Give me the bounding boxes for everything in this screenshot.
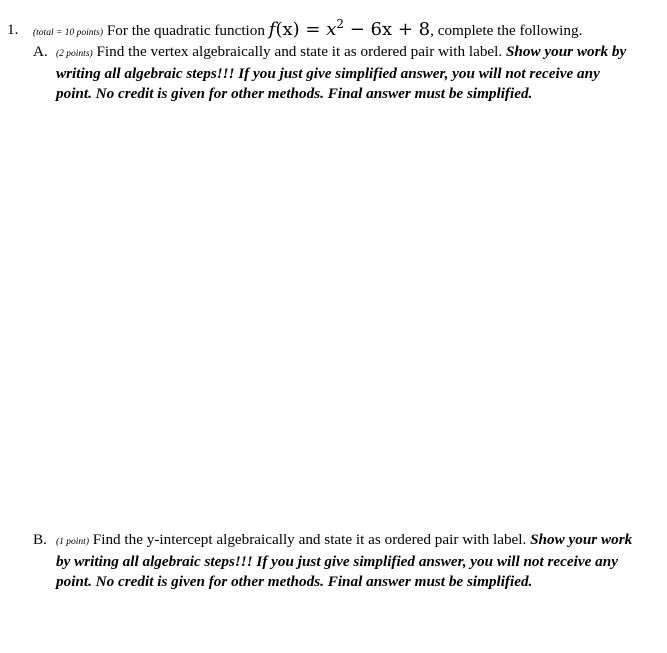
function-comma: , — [430, 22, 434, 39]
part-a-body — [56, 42, 636, 104]
part-a-points: (2 points) — [56, 49, 93, 59]
part-a-prompt: Find the vertex algebraically and state it as ordered pair with label. — [96, 43, 503, 60]
part-b-letter: B. — [33, 531, 47, 548]
function-remaining-terms: − 6x + 8 — [349, 19, 431, 40]
part-b-points: (1 point) — [56, 537, 89, 547]
part-b-instructions: Show your work by writing all algebraic steps!!! If you just give simplified answer, you will not receive any point. No credit is given for other methods. Final answer must be simplified. — [56, 531, 633, 590]
part-b-body — [56, 530, 636, 592]
function-argument: (x) — [275, 19, 300, 40]
question-points: (total = 10 points) — [33, 28, 104, 38]
part-a-letter: A. — [33, 43, 48, 60]
question-outro: complete the following. — [437, 22, 583, 39]
equals-sign: = — [305, 19, 321, 40]
question-intro: For the quadratic function — [106, 22, 265, 39]
part-b-prompt: Find the y-intercept algebraically and state it as ordered pair with label. — [92, 531, 527, 548]
question-stem — [33, 17, 583, 43]
part-a-instructions: Show your work by writing all algebraic steps!!! If you just give simplified answer, you will not receive any point. No credit is given for other methods. Final answer must be simplified. — [56, 43, 627, 102]
function-exponent: 2 — [336, 17, 344, 31]
function-name: f — [268, 19, 276, 40]
function-variable: x — [326, 19, 337, 40]
quadratic-function — [269, 19, 430, 40]
question-number: 1. — [7, 21, 19, 38]
